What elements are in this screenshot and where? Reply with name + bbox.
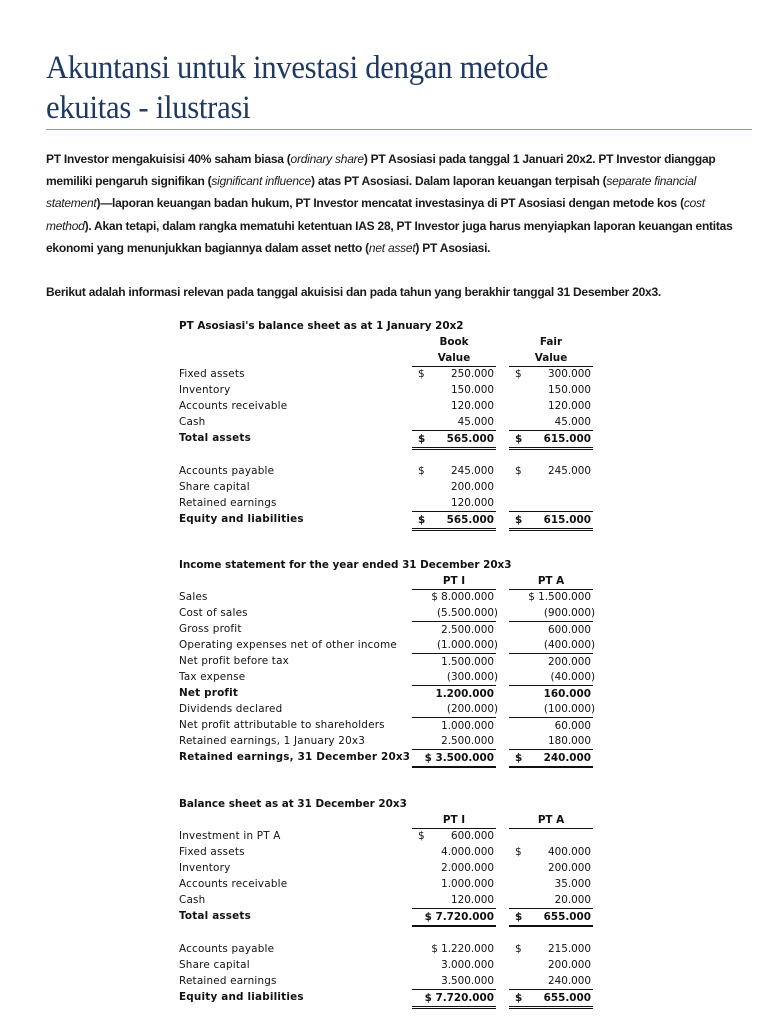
value-cell-col1 (412, 828, 496, 844)
currency-symbol: $ (418, 368, 425, 380)
value-cell-col1 (412, 908, 496, 925)
currency-symbol: $ (515, 846, 522, 858)
table-row (179, 366, 599, 382)
currency-symbol: $ (418, 433, 426, 445)
row-label: Accounts receivable (179, 878, 288, 890)
value-cell-col2 (509, 828, 593, 844)
table-row (179, 621, 599, 637)
amount: 2.500.000 (441, 735, 494, 747)
row-label: Retained earnings, 31 December 20x3 (179, 751, 411, 763)
column-header-book: Book (439, 336, 469, 348)
text-run: )—laporan keuangan badan hukum, PT Investor mencatat investasinya di PT Asosiasi dengan metode kos ( (96, 196, 684, 211)
amount: 600.000 (451, 830, 494, 842)
value-cell-col1 (412, 479, 496, 495)
amount: 120.000 (548, 400, 591, 412)
value-cell-col1 (412, 685, 496, 702)
value-cell-col1 (412, 495, 496, 511)
amount: (1.000.000) (437, 639, 498, 651)
table-row (179, 860, 599, 876)
table-row (179, 479, 599, 495)
currency-symbol: $ (515, 943, 522, 955)
row-label: Equity and liabilities (179, 513, 304, 525)
text-run: ). Akan tetapi, dalam rangka mematuhi ketentuan IAS 28, PT Investor juga harus menyiapkan laporan keuangan entitas ekonomi yang menunjukkan bagiannya dalam asset netto ( (46, 218, 733, 255)
amount: 180.000 (548, 735, 591, 747)
title-divider (46, 129, 752, 130)
value-cell-col1 (412, 749, 496, 766)
row-label: Sales (179, 591, 208, 603)
currency-symbol: $ (418, 514, 426, 526)
amount: 245.000 (548, 465, 591, 477)
row-label: Net profit (179, 687, 239, 699)
table-row (179, 495, 599, 511)
value-cell-col1 (412, 701, 496, 717)
amount: $ 7.720.000 (424, 992, 494, 1004)
amount: (400.000) (543, 639, 595, 651)
value-cell-col2 (509, 366, 593, 382)
table-row (179, 669, 599, 685)
value-cell-col2 (509, 414, 593, 430)
table-row (179, 844, 599, 860)
table-caption: PT Asosiasi's balance sheet as at 1 January 20x2 (179, 320, 464, 332)
row-label: Gross profit (179, 623, 242, 635)
amount: 1.200.000 (435, 688, 494, 700)
value-cell-col1 (412, 653, 496, 670)
value-cell-col2 (509, 957, 593, 973)
amount: (40.000) (550, 671, 595, 683)
table-row (179, 653, 599, 669)
value-cell-col1 (412, 892, 496, 908)
table-row (179, 382, 599, 398)
italic-term: net asset (368, 240, 416, 255)
value-cell-col2 (509, 973, 593, 989)
italic-term: cost method (46, 196, 705, 233)
value-cell-col1 (412, 844, 496, 860)
amount: 615.000 (543, 433, 591, 445)
value-cell-col2 (509, 908, 593, 925)
amount: 120.000 (451, 400, 494, 412)
table-header-row (179, 573, 599, 589)
value-cell-col2 (509, 653, 593, 670)
amount: 2.000.000 (441, 862, 494, 874)
currency-symbol: $ (515, 433, 523, 445)
amount: 20.000 (554, 894, 591, 906)
column-header-fair: Fair (539, 336, 563, 348)
page-title (46, 48, 697, 128)
text-run: ) atas PT Asosiasi. Dalam laporan keuangan terpisah ( (310, 174, 607, 189)
amount: 655.000 (543, 992, 591, 1004)
amount: 300.000 (548, 368, 591, 380)
row-label: Total assets (179, 910, 251, 922)
value-cell-col1 (412, 669, 496, 685)
table-row (179, 605, 599, 621)
amount: 150.000 (451, 384, 494, 396)
value-cell-col2 (509, 605, 593, 621)
value-cell-col2 (509, 844, 593, 860)
row-label: Share capital (179, 481, 250, 493)
row-label: Net profit attributable to shareholders (179, 719, 385, 731)
currency-symbol: $ (418, 465, 425, 477)
column-header-pt-i: PT I (442, 814, 466, 826)
value-cell-col1 (412, 605, 496, 621)
row-label: Net profit before tax (179, 655, 289, 667)
value-cell-col1 (412, 860, 496, 876)
table-row (179, 463, 599, 479)
amount: 160.000 (543, 688, 591, 700)
info-paragraph: Berikut adalah informasi relevan pada tanggal akuisisi dan pada tahun yang berakhir tanggal 31 Desember 20x3. (46, 285, 661, 299)
value-cell-col1 (412, 366, 496, 382)
value-cell-col1 (412, 414, 496, 430)
table-row (179, 828, 599, 844)
row-label: Inventory (179, 862, 231, 874)
italic-term: significant influence (211, 174, 311, 189)
row-label: Cash (179, 416, 206, 428)
value-cell-col2 (509, 892, 593, 908)
table-row (179, 892, 599, 908)
table-header-row-2 (179, 350, 599, 366)
value-cell-col1 (412, 589, 496, 605)
amount: (300.000) (446, 671, 498, 683)
amount: 215.000 (548, 943, 591, 955)
italic-term: separate financial statement (46, 174, 697, 211)
amount: 1.500.000 (441, 656, 494, 668)
row-label: Cost of sales (179, 607, 248, 619)
amount: 200.000 (548, 862, 591, 874)
row-label: Tax expense (179, 671, 246, 683)
table-row (179, 685, 599, 701)
table-row (179, 511, 599, 527)
table-row (179, 941, 599, 957)
table-row (179, 717, 599, 733)
value-cell-col1 (412, 941, 496, 957)
currency-symbol: $ (418, 830, 425, 842)
table-row (179, 701, 599, 717)
row-label: Retained earnings (179, 975, 277, 987)
amount: 35.000 (554, 878, 591, 890)
currency-symbol: $ (515, 992, 523, 1004)
row-label: Total assets (179, 432, 251, 444)
amount: 250.000 (451, 368, 494, 380)
value-cell-col2 (509, 637, 593, 653)
table-row (179, 989, 599, 1005)
amount: 4.000.000 (441, 846, 494, 858)
table-row (179, 637, 599, 653)
row-label: Inventory (179, 384, 231, 396)
table-row (179, 430, 599, 446)
row-label: Investment in PT A (179, 830, 281, 842)
value-cell-col2 (509, 398, 593, 414)
currency-symbol: $ (515, 368, 522, 380)
currency-symbol: $ (515, 752, 523, 764)
value-cell-col1 (412, 430, 496, 447)
table-row (179, 908, 599, 924)
value-cell-col1 (412, 398, 496, 414)
value-cell-col1 (412, 989, 496, 1006)
amount: 400.000 (548, 846, 591, 858)
value-cell-col1 (412, 717, 496, 734)
value-cell-col2 (509, 685, 593, 702)
row-label: Accounts payable (179, 943, 275, 955)
amount: 120.000 (451, 497, 494, 509)
table-row (179, 957, 599, 973)
row-label: Fixed assets (179, 846, 245, 858)
row-label: Fixed assets (179, 368, 245, 380)
row-label: Accounts payable (179, 465, 275, 477)
value-cell-col2 (509, 669, 593, 685)
text-run: PT Investor mengakuisisi 40% saham biasa ( (46, 152, 291, 166)
row-label: Retained earnings, 1 January 20x3 (179, 735, 366, 747)
currency-symbol: $ (515, 911, 523, 923)
value-cell-col1 (412, 957, 496, 973)
value-cell-col2 (509, 589, 593, 605)
amount: 200.000 (548, 959, 591, 971)
value-cell-col1 (412, 511, 496, 528)
amount: 1.000.000 (441, 720, 494, 732)
table-row (179, 398, 599, 414)
page-title-line-2: ekuitas - ilustrasi (46, 90, 251, 126)
amount: 600.000 (548, 624, 591, 636)
column-header-value: Value (437, 352, 471, 364)
value-cell-col2 (509, 733, 593, 749)
value-cell-col1 (412, 621, 496, 638)
table-row (179, 414, 599, 430)
amount: $ 1.220.000 (431, 943, 494, 955)
column-header-pt-i: PT I (442, 575, 466, 587)
table-header-row (179, 812, 599, 828)
table-row (179, 749, 599, 765)
balance-sheet-1-jan-20x2 (179, 318, 599, 527)
row-label: Share capital (179, 959, 250, 971)
amount: 45.000 (457, 416, 494, 428)
page-title-line-1: Akuntansi untuk investasi dengan metode (46, 50, 549, 86)
amount: $ 1.500.000 (528, 591, 591, 603)
table-row (179, 733, 599, 749)
amount: 565.000 (446, 433, 494, 445)
value-cell-col2 (509, 701, 593, 717)
amount: 150.000 (548, 384, 591, 396)
amount: (900.000) (543, 607, 595, 619)
value-cell-col1 (412, 637, 496, 653)
amount: 3.500.000 (441, 975, 494, 987)
value-cell-col2 (509, 941, 593, 957)
italic-term: ordinary share (290, 152, 364, 166)
value-cell-col2 (509, 876, 593, 892)
amount: 45.000 (554, 416, 591, 428)
table-header-row-1 (179, 334, 599, 350)
row-label: Retained earnings (179, 497, 277, 509)
amount: 200.000 (548, 656, 591, 668)
table-caption: Income statement for the year ended 31 December 20x3 (179, 559, 512, 571)
value-cell-col1 (412, 733, 496, 749)
amount: 245.000 (451, 465, 494, 477)
value-cell-col2 (509, 463, 593, 479)
table-row (179, 876, 599, 892)
column-header-pt-a: PT A (537, 575, 565, 587)
amount: (100.000) (543, 703, 595, 715)
amount: 3.000.000 (441, 959, 494, 971)
amount: 120.000 (451, 894, 494, 906)
value-cell-col2 (509, 860, 593, 876)
row-label: Accounts receivable (179, 400, 288, 412)
text-run: ) PT Asosiasi. (415, 240, 491, 255)
amount: 565.000 (446, 514, 494, 526)
amount: $ 3.500.000 (424, 752, 494, 764)
table-row (179, 973, 599, 989)
value-cell-col2 (509, 621, 593, 638)
value-cell-col1 (412, 973, 496, 989)
amount: $ 8.000.000 (431, 591, 494, 603)
text-run: ) PT Asosiasi pada tanggal 1 Januari 20x2. PT Investor dianggap memiliki pengaruh signifikan ( (46, 152, 716, 189)
value-cell-col2 (509, 382, 593, 398)
value-cell-col2 (509, 479, 593, 495)
value-cell-col2 (509, 430, 593, 447)
amount: (200.000) (446, 703, 498, 715)
column-header-value: Value (534, 352, 568, 364)
row-label: Operating expenses net of other income (179, 639, 398, 651)
table-caption: Balance sheet as at 31 December 20x3 (179, 798, 407, 810)
amount: 60.000 (554, 720, 591, 732)
row-label: Equity and liabilities (179, 991, 304, 1003)
value-cell-col1 (412, 463, 496, 479)
amount: 240.000 (543, 752, 591, 764)
value-cell-col2 (509, 717, 593, 734)
value-cell-col2 (509, 989, 593, 1006)
column-header-pt-a: PT A (537, 814, 565, 826)
income-statement-20x3 (179, 557, 599, 765)
amount: 240.000 (548, 975, 591, 987)
value-cell-col2 (509, 749, 593, 766)
amount: 2.500.000 (441, 624, 494, 636)
row-label: Dividends declared (179, 703, 283, 715)
amount: 200.000 (451, 481, 494, 493)
value-cell-col2 (509, 511, 593, 528)
row-label: Cash (179, 894, 206, 906)
currency-symbol: $ (515, 465, 522, 477)
balance-sheet-31-dec-20x3 (179, 796, 599, 1005)
value-cell-col1 (412, 382, 496, 398)
amount: 1.000.000 (441, 878, 494, 890)
intro-paragraph (46, 148, 736, 259)
table-row (179, 589, 599, 605)
currency-symbol: $ (515, 514, 523, 526)
amount: (5.500.000) (437, 607, 498, 619)
amount: 655.000 (543, 911, 591, 923)
amount: $ 7.720.000 (424, 911, 494, 923)
value-cell-col2 (509, 495, 593, 511)
amount: 615.000 (543, 514, 591, 526)
value-cell-col1 (412, 876, 496, 892)
